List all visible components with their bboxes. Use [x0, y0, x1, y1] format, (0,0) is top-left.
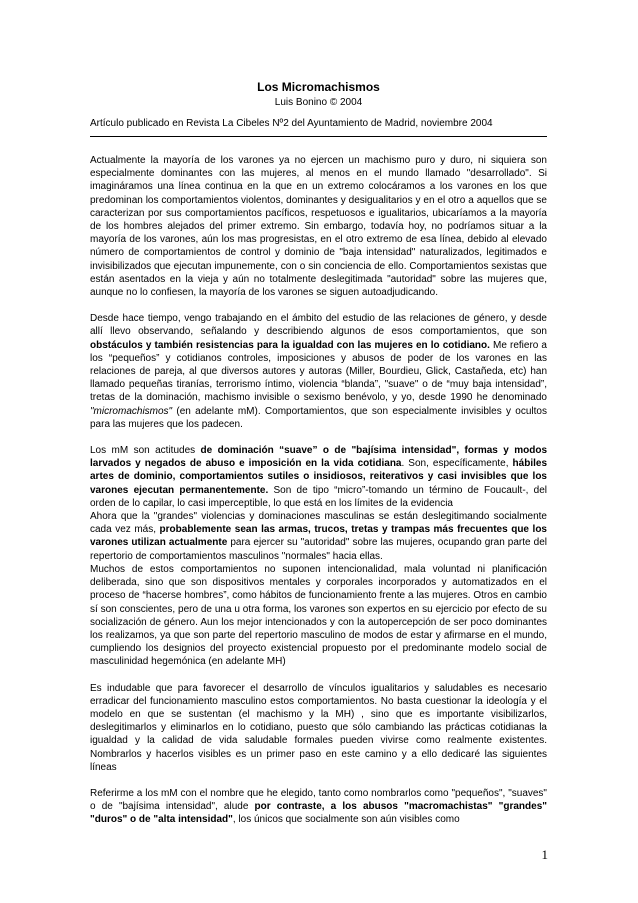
paragraph-4-text-1: Ahora que la "grandes" violencias y dominaciones masculinas se están deslegitimando socialmente cada vez más,	[90, 511, 547, 536]
paragraph-6: Es indudable que para favorecer el desarrollo de vínculos igualitarios y saludables es necesario erradicar del funcionamiento masculino estos comportamientos. No basta cuestionar la ideología y el modelo en que se sustentan (el machismo y la MH) , sino que es importante visibilizarlos, deslegitimarlos y eliminarlos en lo cotidiano, puesto que sólo cambiando las prácticas cotidianas la igualdad y la calidad de vida saludable formales pueden vivirse como realmente existentes. Nombrarlos y hacerlos visibles es un primer paso en este camino y a ello dedicaré las siguientes líneas	[90, 682, 547, 773]
paragraph-3	[90, 444, 547, 510]
document-page	[90, 72, 547, 840]
document-body	[90, 154, 547, 827]
header-divider	[90, 136, 547, 137]
paragraph-3-bold-2: hábiles artes de dominio, comportamientos sutiles o insidiosos, reiterativos y casi invisibles que los varones ejecutan permanentemente.	[90, 458, 548, 496]
paragraph-3-text-2: . Son, específicamente,	[401, 458, 513, 470]
document-title: Los Micromachismos	[257, 80, 380, 94]
paragraph-4-text-2: para ejercer su "autoridad" sobre las mujeres, ocupando gran parte del repertorio de comportamientos masculinos "normales" hacia ellas.	[90, 537, 547, 562]
paragraph-2-text-3: (en adelante mM). Comportamientos, que son especialmente invisibles y ocultos para las mujeres que los padecen.	[90, 405, 547, 430]
paragraph-3-text-1: Los mM son actitudes	[90, 445, 201, 457]
page-number: 1	[541, 847, 548, 862]
paragraph-1: Actualmente la mayoría de los varones ya no ejercen un machismo puro y duro, ni siquiera son especialmente dominantes con las mujeres, al menos en el mundo llamado "desarrollado". Si imagináramos una línea continua en la que en un extremo colocáramos a los varones en los que predominan los comportamientos violentos, dominantes y desigualitarios y en el otro a aquellos que se caracterizan por sus comportamientos pacíficos, respetuosos e igualitarios, ubicaríamos a la mayoría de los hombres alejados del primer extremo. Sin embargo, todavía hoy, no podríamos situar a la mayoría de los varones, aún los mas progresistas, en el otro extremo de esa línea, debido al elevado número de comportamientos de control y dominio de "baja intensidad" naturalizados, legitimados e invisibilizados que ejecutan impunemente, con o sin conciencia de ello. Comportamientos sexistas que están asentados en la vieja y aún no totalmente deslegitimada "autoridad" sobre las mujeres que, aunque no lo confiesen, la mayoría de los varones se siguen autoadjudicando.	[90, 155, 547, 299]
paragraph-7	[90, 787, 547, 827]
paragraph-7-text-2: , los únicos que socialmente son aún visibles como	[232, 814, 460, 826]
author-line: Luis Bonino © 2004	[274, 97, 363, 108]
paragraph-5: Muchos de estos comportamientos no suponen intencionalidad, mala voluntad ni planificación deliberada, sino que son dispositivos mentales y corporales incorporados y automatizados en el proceso de “hacerse hombres”, como hábitos de funcionamiento frente a las mujeres. Otros en cambio sí son conscientes, pero de una u otra forma, los varones son expertos en su ejercicio por efecto de su socialización de género. Aun los mejor intencionados y con la autopercepción de ser poco dominantes los realizamos, ya que son parte del repertorio masculino de modos de estar y afirmarse en el mundo, cumpliendo los designios del proyecto existencial propuesto por el predominante modelo social de masculinidad hegemónica (en adelante MH)	[90, 563, 547, 668]
paragraph-2-italic-1: "micromachismos"	[90, 405, 173, 417]
paragraph-3-bold-1: de dominación “suave” o de "bajísima intensidad", formas y modos larvados y negados de abuso e imposición en la vida cotidiana	[90, 445, 548, 470]
paragraph-3-text-3: Son de tipo “micro”-tomando un término de Foucault-, del orden de lo capilar, lo casi imperceptible, lo que está en los límites de la evidencia	[90, 484, 547, 509]
paragraph-2	[90, 312, 547, 431]
publication-note: Artículo publicado en Revista La Cibeles Nº2 del Ayuntamiento de Madrid, noviembre 2004	[90, 118, 493, 129]
paragraph-2-text-2: Me refiero a los “pequeños” y cotidianos controles, imposiciones y abusos de poder de los varones en las relaciones de pareja, al que diversos autores y autoras (Miller, Bourdieu, Glick, Castañeda, etc) han llamado pequeñas tiranías, terrorismo íntimo, violencia “blanda”, "suave" o de “muy baja intensidad”, tretas de la dominación, machismo invisible o sexismo benévolo, y yo, desde 1990 he denominado	[90, 339, 547, 404]
paragraph-7-text-1: Referirme a los mM con el nombre que he elegido, tanto como nombrarlos como "pequeños", "suaves" o de "bajísima intensidad", alude	[90, 787, 547, 813]
paragraph-4	[90, 510, 547, 563]
paragraph-4-bold-1: probablemente sean las armas, trucos, tretas y trampas más frecuentes que los varones utilizan actualmente	[90, 524, 547, 549]
paragraph-2-bold-1: obstáculos y también resistencias para la igualdad con las mujeres en lo cotidiano.	[90, 339, 490, 351]
paragraph-7-bold-1: por contraste, a los abusos "macromachistas" "grandes" "duros" o de "alta intensidad"	[90, 801, 548, 826]
paragraph-2-text-1: Desde hace tiempo, vengo trabajando en el ámbito del estudio de las relaciones de género, y desde allí llevo observando, señalando y describiendo algunos de esos comportamientos, que son	[90, 313, 547, 338]
